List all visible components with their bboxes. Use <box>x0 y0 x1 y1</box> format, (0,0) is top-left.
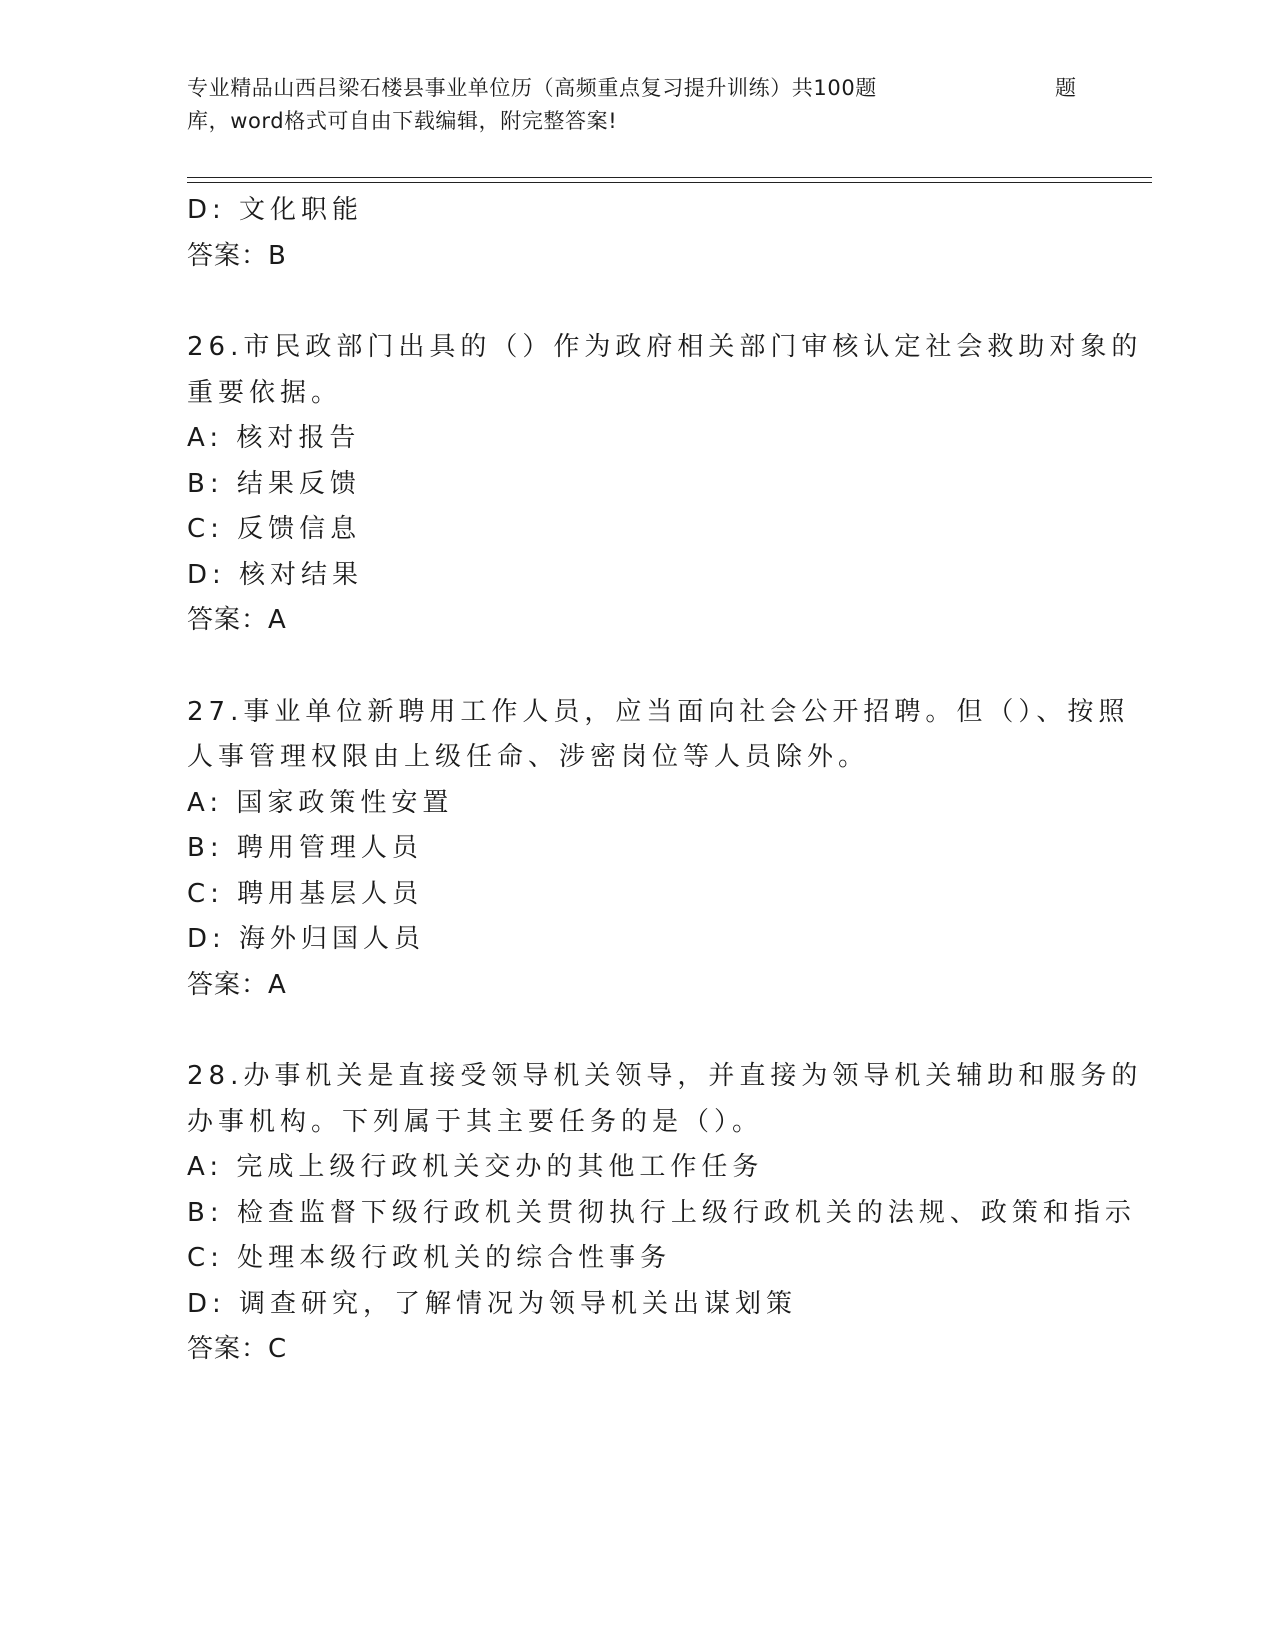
option-d: D: 调查研究，了解情况为领导机关出谋划策 <box>187 1288 798 1319</box>
question-27 <box>187 690 1130 1009</box>
option-c: C: 处理本级行政机关的综合性事务 <box>187 1243 672 1273</box>
question-28 <box>187 1054 1143 1373</box>
option-c: C: 反馈信息 <box>187 514 362 544</box>
option-b: B: 聘用管理人员 <box>187 833 423 863</box>
option-a: A: 核对报告 <box>187 423 361 453</box>
option-d: D: 核对结果 <box>187 559 364 590</box>
carryover-answer: 答案：B <box>187 240 287 271</box>
question-spacer <box>187 1008 1087 1054</box>
question-list <box>187 188 1143 1373</box>
question-stem-line: 人事管理权限由上级任命、涉密岗位等人员除外。 <box>187 742 870 772</box>
question-stem-line: 办事机构。下列属于其主要任务的是（）。 <box>187 1106 764 1137</box>
carryover-option-d: D: 文化职能 <box>187 195 364 225</box>
question-stem-line: 27.事业单位新聘用工作人员，应当面向社会公开招聘。但（）、按照 <box>187 696 1130 727</box>
header-rule-bottom <box>187 182 1152 183</box>
header-title-line2: 库，word格式可自由下载编辑，附完整答案! <box>187 109 618 133</box>
header-rule-top <box>187 177 1152 178</box>
answer-line: 答案：A <box>187 605 287 635</box>
answer-line: 答案：C <box>187 1334 288 1364</box>
question-26 <box>187 325 1143 644</box>
answer-line: 答案：A <box>187 969 287 1000</box>
question-stem-line: 26.市民政部门出具的（）作为政府相关部门审核认定社会救助对象的 <box>187 332 1143 362</box>
header-title-tail: 题 <box>1055 76 1077 100</box>
header-title-line1 <box>187 72 1087 105</box>
option-b: B: 检查监督下级行政机关贯彻执行上级行政机关的法规、政策和指示 <box>187 1197 1136 1228</box>
option-c: C: 聘用基层人员 <box>187 878 424 909</box>
question-spacer <box>187 279 1087 325</box>
option-a: A: 国家政策性安置 <box>187 787 454 818</box>
question-stem-line: 重要依据。 <box>187 377 343 408</box>
header-title-text: 专业精品山西吕梁石楼县事业单位历（高频重点复习提升训练）共100题 <box>187 76 877 100</box>
option-b: B: 结果反馈 <box>187 468 361 499</box>
option-d: D: 海外归国人员 <box>187 924 426 954</box>
option-a: A: 完成上级行政机关交办的其他工作任务 <box>187 1152 764 1182</box>
document-header <box>187 72 1087 138</box>
question-spacer <box>187 644 1087 690</box>
question-stem-line: 28.办事机关是直接受领导机关领导，并直接为领导机关辅助和服务的 <box>187 1061 1143 1091</box>
